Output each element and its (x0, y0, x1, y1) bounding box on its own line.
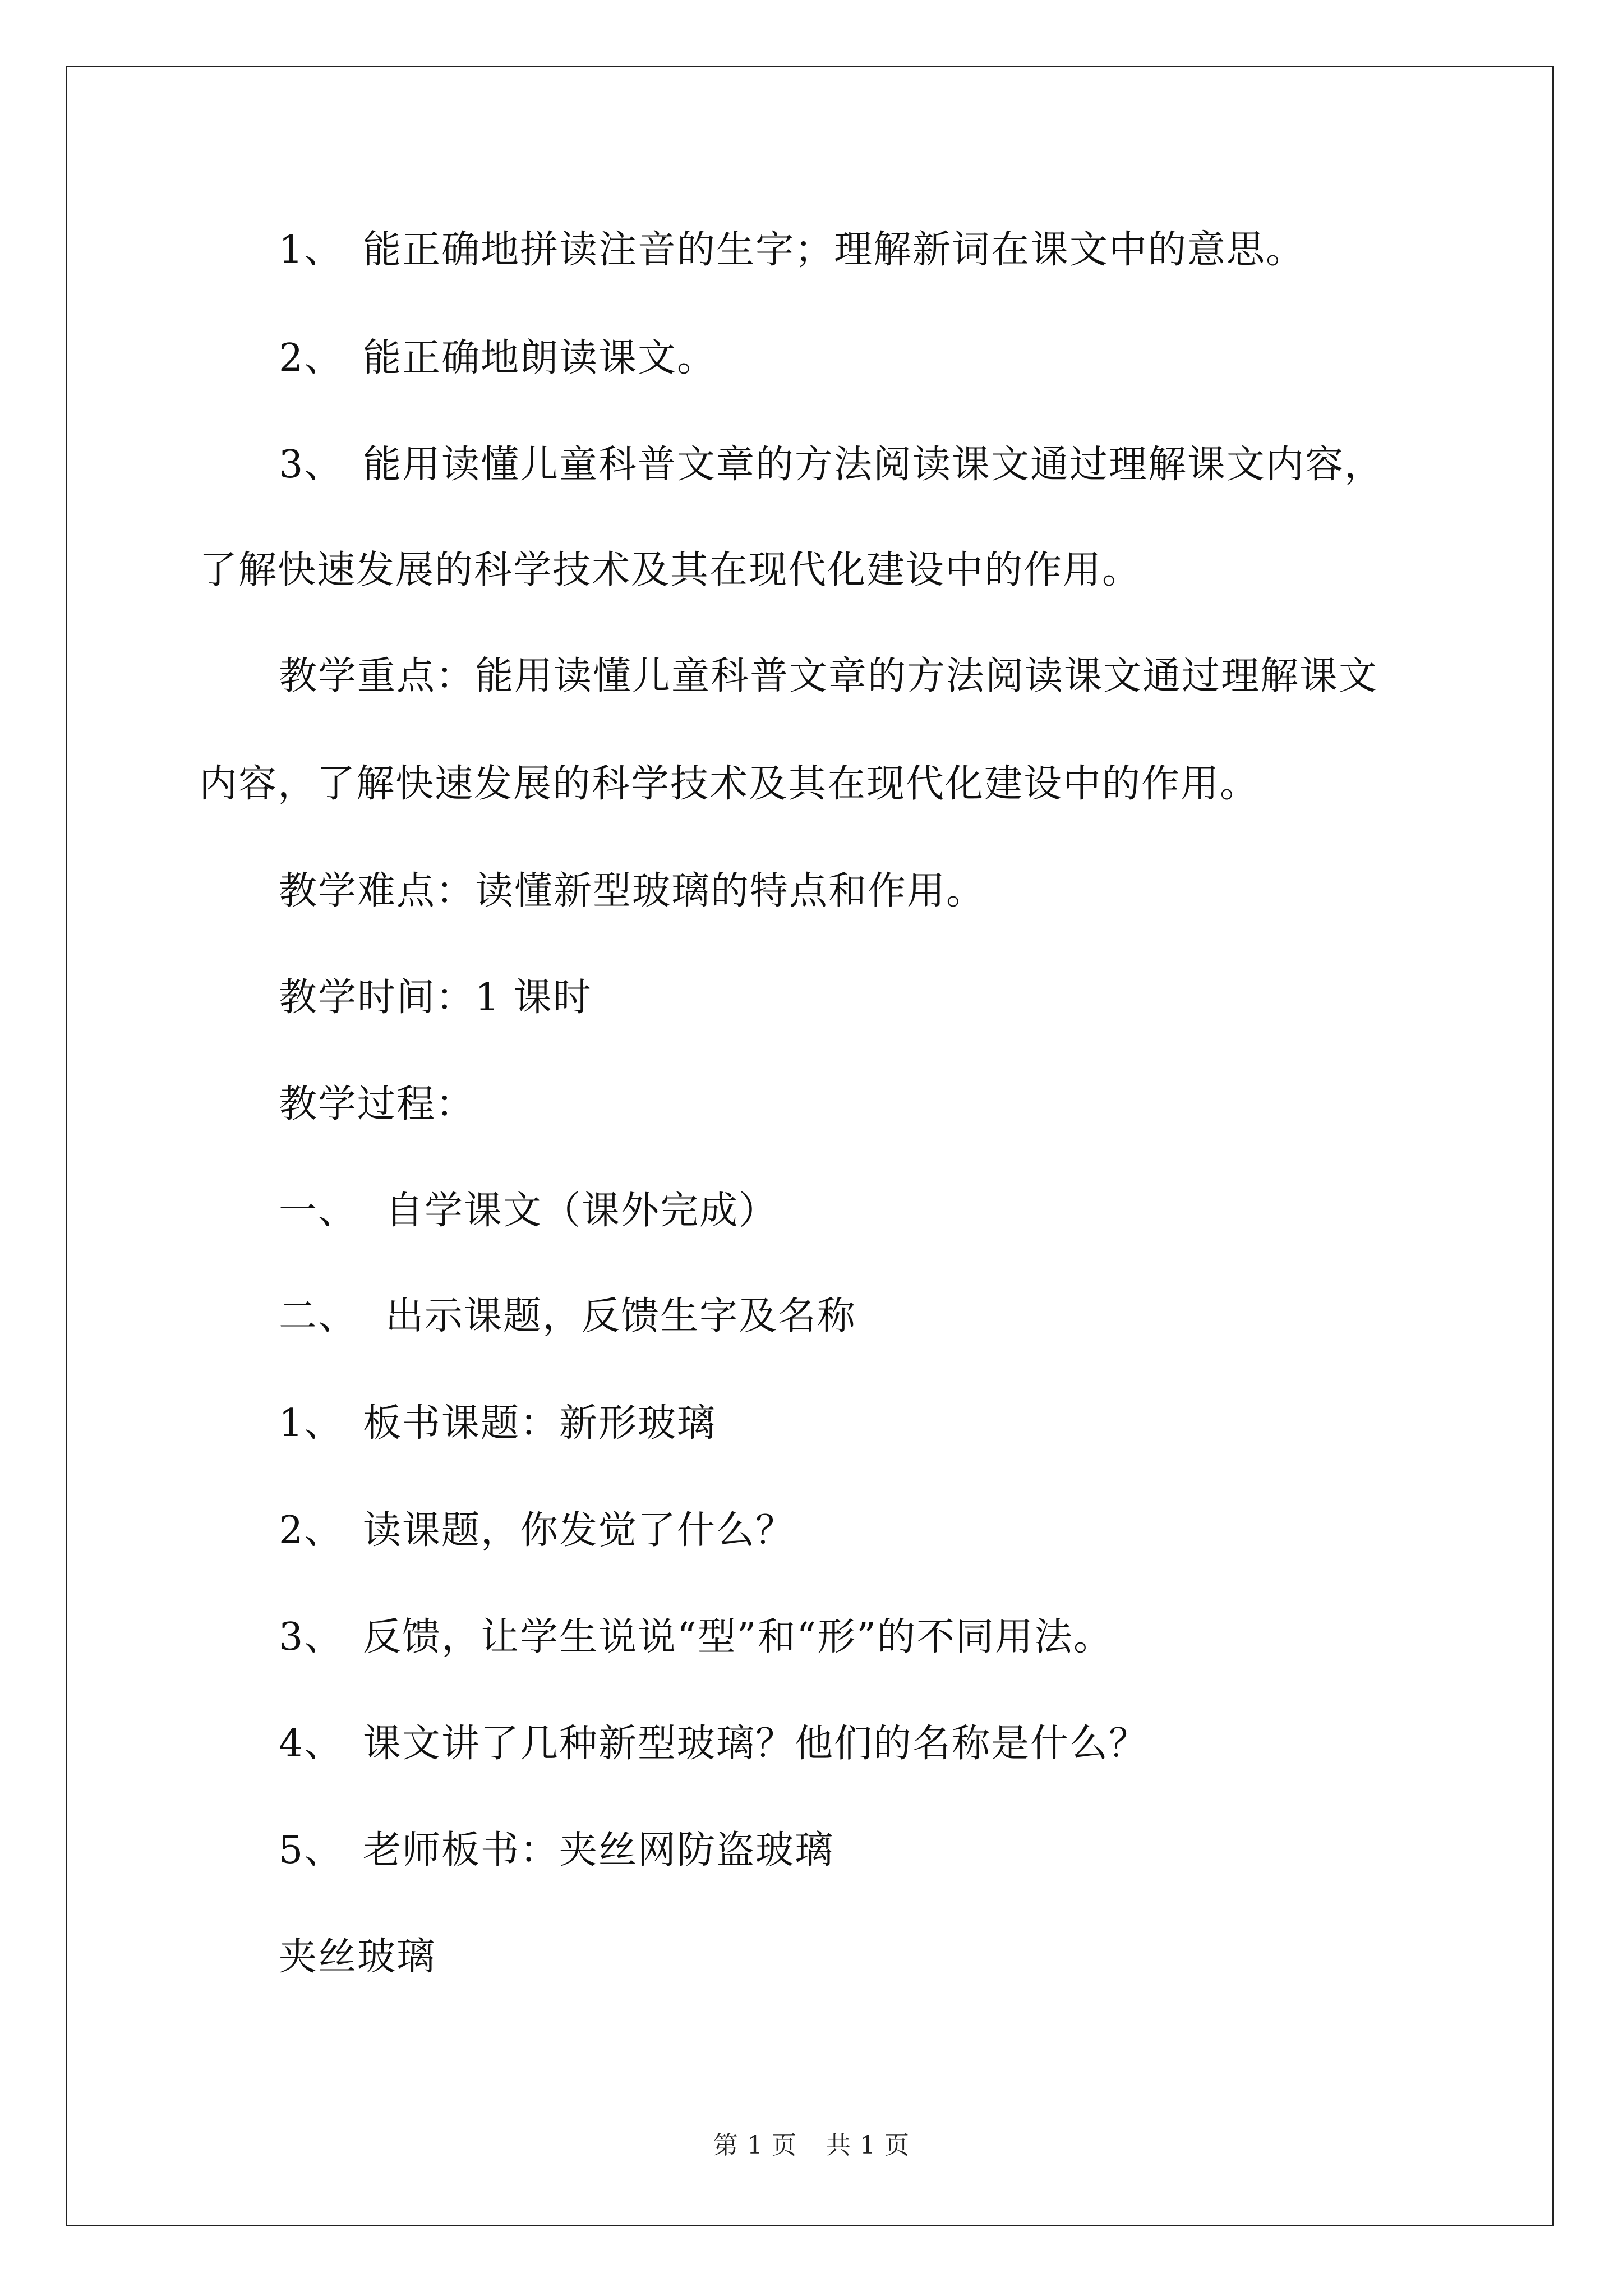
list-number: 3、 (279, 1615, 344, 1659)
process-step-1 (279, 1189, 778, 1233)
list-number: 4、 (279, 1722, 344, 1766)
objective-3 (279, 443, 1384, 487)
line-text: 读课题，你发觉了什么？ (363, 1508, 795, 1553)
teaching-key-point-continued (199, 762, 1260, 806)
line-text: 自学课文（课外完成） (385, 1189, 778, 1233)
process-step-2 (279, 1294, 857, 1338)
line-text: 能正确地拼读注音的生字；理解新词在课文中的意思。 (363, 228, 1306, 272)
list-number: 二、 (279, 1294, 358, 1338)
list-number: 3、 (279, 443, 344, 487)
board-item-wired-glass (279, 1935, 436, 1979)
line-text: 板书课题：新形玻璃 (363, 1401, 717, 1446)
objective-1 (279, 228, 1306, 272)
list-number: 2、 (279, 1508, 344, 1553)
line-text: 能用读懂儿童科普文章的方法阅读课文通过理解课文内容， (363, 443, 1384, 487)
teaching-time (279, 976, 592, 1020)
sub-step-5 (279, 1828, 834, 1872)
list-number: 1、 (279, 1401, 344, 1446)
line-text: 教学时间：1 课时 (279, 976, 592, 1020)
page-footer (0, 2125, 1623, 2161)
line-text: 夹丝玻璃 (279, 1935, 436, 1979)
objective-2 (279, 336, 717, 380)
line-text: 出示课题，反馈生字及名称 (385, 1294, 857, 1338)
page-border (66, 66, 1554, 2226)
line-text: 内容，了解快速发展的科学技术及其在现代化建设中的作用。 (199, 762, 1260, 806)
teaching-key-point (279, 654, 1378, 698)
line-text: 老师板书：夹丝网防盗玻璃 (363, 1828, 834, 1872)
line-text: 教学难点：读懂新型玻璃的特点和作用。 (279, 869, 986, 913)
line-text: 课文讲了几种新型玻璃？他们的名称是什么？ (363, 1722, 1149, 1766)
sub-step-2 (279, 1508, 795, 1553)
line-text: 了解快速发展的科学技术及其在现代化建设中的作用。 (199, 548, 1142, 592)
sub-step-3 (279, 1615, 1113, 1659)
page-number: 第 1 页 (713, 2131, 797, 2160)
line-text: 教学重点：能用读懂儿童科普文章的方法阅读课文通过理解课文 (279, 654, 1378, 698)
page-total: 共 1 页 (826, 2131, 910, 2160)
list-number: 2、 (279, 336, 344, 380)
objective-3-continued (199, 548, 1142, 592)
line-text: 反馈，让学生说说“型”和“形”的不同用法。 (363, 1615, 1113, 1659)
sub-step-4 (279, 1722, 1149, 1766)
sub-step-1 (279, 1401, 717, 1446)
list-number: 5、 (279, 1828, 344, 1872)
list-number: 1、 (279, 228, 344, 272)
teaching-process-heading (279, 1082, 476, 1126)
teaching-difficulty (279, 869, 986, 913)
line-text: 能正确地朗读课文。 (363, 336, 717, 380)
line-text: 教学过程： (279, 1082, 476, 1126)
list-number: 一、 (279, 1189, 358, 1233)
